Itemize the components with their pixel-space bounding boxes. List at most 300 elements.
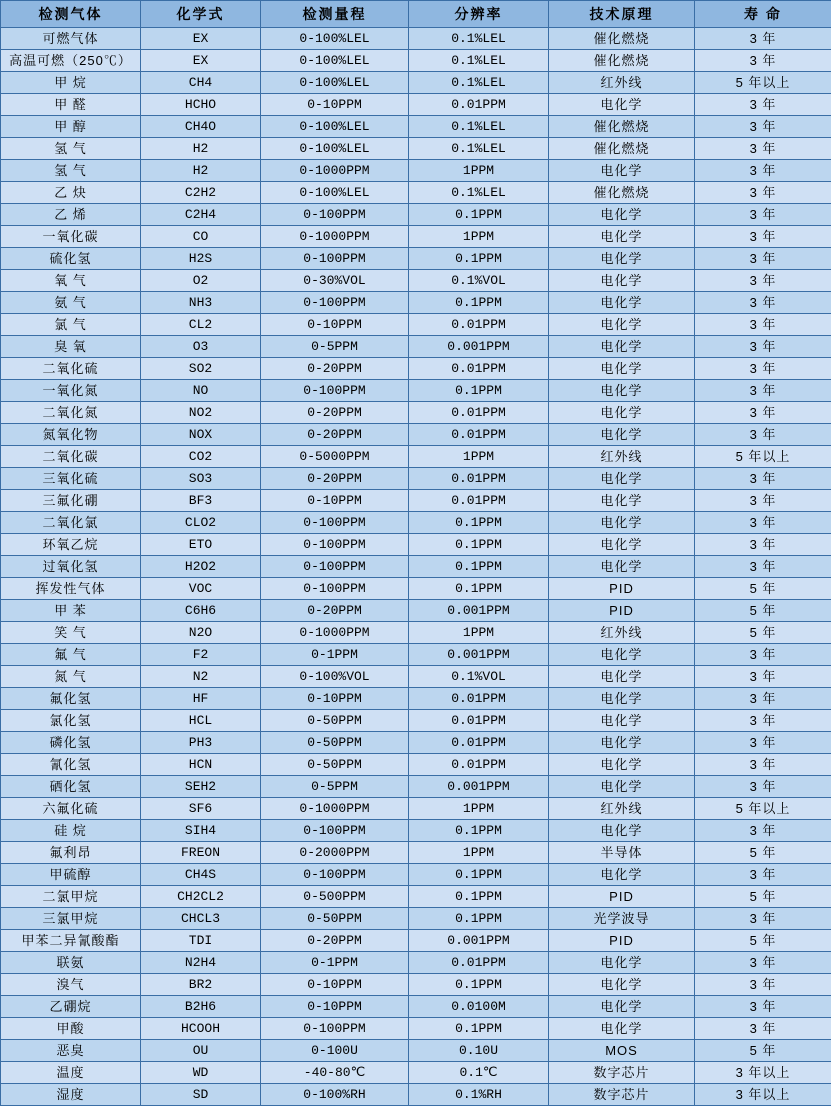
table-cell: 3 年 xyxy=(695,204,831,226)
table-cell: 0-20PPM xyxy=(261,402,409,424)
table-cell: 电化学 xyxy=(549,402,695,424)
table-cell: 二氧化氯 xyxy=(1,512,141,534)
table-cell: 0-500PPM xyxy=(261,886,409,908)
table-cell: 3 年 xyxy=(695,754,831,776)
table-cell: 0.001PPM xyxy=(409,336,549,358)
table-row xyxy=(1,292,831,314)
table-cell: 电化学 xyxy=(549,490,695,512)
table-cell: 六氟化硫 xyxy=(1,798,141,820)
table-cell: 3 年 xyxy=(695,380,831,402)
table-cell: 电化学 xyxy=(549,644,695,666)
table-cell: 1PPM xyxy=(409,160,549,182)
table-cell: 1PPM xyxy=(409,446,549,468)
table-cell: 电化学 xyxy=(549,996,695,1018)
table-row xyxy=(1,1084,831,1106)
table-cell: 0-20PPM xyxy=(261,424,409,446)
table-row xyxy=(1,424,831,446)
table-cell: 三氯甲烷 xyxy=(1,908,141,930)
table-row xyxy=(1,644,831,666)
table-cell: 电化学 xyxy=(549,512,695,534)
table-cell: 3 年 xyxy=(695,776,831,798)
table-cell: C2H4 xyxy=(141,204,261,226)
table-cell: 甲苯二异氰酸酯 xyxy=(1,930,141,952)
table-cell: H2S xyxy=(141,248,261,270)
table-cell: 1PPM xyxy=(409,842,549,864)
table-cell: 二氧化氮 xyxy=(1,402,141,424)
table-row xyxy=(1,446,831,468)
table-cell: 氮 气 xyxy=(1,666,141,688)
table-cell: WD xyxy=(141,1062,261,1084)
table-cell: 1PPM xyxy=(409,226,549,248)
table-cell: VOC xyxy=(141,578,261,600)
table-cell: 电化学 xyxy=(549,820,695,842)
table-cell: 电化学 xyxy=(549,688,695,710)
table-cell: 电化学 xyxy=(549,666,695,688)
table-cell: 0-20PPM xyxy=(261,468,409,490)
table-cell: 3 年以上 xyxy=(695,1062,831,1084)
table-cell: 3 年 xyxy=(695,864,831,886)
table-row xyxy=(1,622,831,644)
table-cell: 0.1PPM xyxy=(409,534,549,556)
table-cell: N2 xyxy=(141,666,261,688)
table-cell: 1PPM xyxy=(409,798,549,820)
table-cell: CO xyxy=(141,226,261,248)
table-cell: 电化学 xyxy=(549,776,695,798)
table-cell: 5 年以上 xyxy=(695,798,831,820)
table-cell: HF xyxy=(141,688,261,710)
table-cell: 数字芯片 xyxy=(549,1084,695,1106)
table-cell: 电化学 xyxy=(549,732,695,754)
table-row xyxy=(1,182,831,204)
table-row xyxy=(1,50,831,72)
table-cell: 电化学 xyxy=(549,974,695,996)
table-cell: 催化燃烧 xyxy=(549,182,695,204)
table-cell: 0-10PPM xyxy=(261,996,409,1018)
table-cell: 甲 醇 xyxy=(1,116,141,138)
table-cell: CH2CL2 xyxy=(141,886,261,908)
table-cell: 0.01PPM xyxy=(409,754,549,776)
table-cell: 氰化氢 xyxy=(1,754,141,776)
table-cell: 3 年 xyxy=(695,94,831,116)
table-cell: 0.1%LEL xyxy=(409,28,549,50)
table-cell: 0.001PPM xyxy=(409,930,549,952)
table-cell: 0-1PPM xyxy=(261,644,409,666)
table-row xyxy=(1,710,831,732)
table-row xyxy=(1,1062,831,1084)
table-cell: 3 年 xyxy=(695,292,831,314)
table-cell: 3 年 xyxy=(695,490,831,512)
table-cell: 氢 气 xyxy=(1,160,141,182)
table-cell: 0.10U xyxy=(409,1040,549,1062)
table-cell: BR2 xyxy=(141,974,261,996)
table-cell: 电化学 xyxy=(549,358,695,380)
table-cell: 0.1%LEL xyxy=(409,50,549,72)
table-cell: 3 年 xyxy=(695,666,831,688)
table-cell: 0-10PPM xyxy=(261,490,409,512)
table-cell: -40-80℃ xyxy=(261,1062,409,1084)
table-cell: 3 年 xyxy=(695,732,831,754)
table-cell: 氯化氢 xyxy=(1,710,141,732)
table-row xyxy=(1,886,831,908)
table-cell: SEH2 xyxy=(141,776,261,798)
table-cell: 一氧化碳 xyxy=(1,226,141,248)
table-cell: 臭 氧 xyxy=(1,336,141,358)
table-row xyxy=(1,776,831,798)
table-row xyxy=(1,226,831,248)
table-row xyxy=(1,666,831,688)
table-cell: 3 年 xyxy=(695,974,831,996)
table-cell: 催化燃烧 xyxy=(549,50,695,72)
table-cell: 甲硫醇 xyxy=(1,864,141,886)
table-cell: 催化燃烧 xyxy=(549,138,695,160)
table-row xyxy=(1,402,831,424)
table-cell: 乙硼烷 xyxy=(1,996,141,1018)
table-cell: 3 年 xyxy=(695,160,831,182)
table-cell: 0-100PPM xyxy=(261,556,409,578)
table-cell: 3 年 xyxy=(695,336,831,358)
table-cell: 数字芯片 xyxy=(549,1062,695,1084)
table-cell: 电化学 xyxy=(549,226,695,248)
table-cell: 电化学 xyxy=(549,94,695,116)
table-cell: 0-20PPM xyxy=(261,600,409,622)
table-cell: 0.1PPM xyxy=(409,908,549,930)
table-cell: 0-100PPM xyxy=(261,380,409,402)
table-cell: 红外线 xyxy=(549,798,695,820)
table-cell: 0-100%RH xyxy=(261,1084,409,1106)
table-cell: 0.01PPM xyxy=(409,314,549,336)
table-cell: 0.1%VOL xyxy=(409,270,549,292)
table-row xyxy=(1,974,831,996)
table-cell: 电化学 xyxy=(549,556,695,578)
table-cell: H2O2 xyxy=(141,556,261,578)
table-cell: HCN xyxy=(141,754,261,776)
table-cell: 0-100PPM xyxy=(261,820,409,842)
table-cell: 0-100%LEL xyxy=(261,116,409,138)
table-cell: 0.01PPM xyxy=(409,424,549,446)
table-cell: 乙 烯 xyxy=(1,204,141,226)
table-cell: SIH4 xyxy=(141,820,261,842)
table-row xyxy=(1,534,831,556)
table-cell: 5 年 xyxy=(695,622,831,644)
table-cell: 0-1000PPM xyxy=(261,798,409,820)
table-cell: 0-1000PPM xyxy=(261,160,409,182)
table-cell: 0-1000PPM xyxy=(261,622,409,644)
table-cell: 3 年 xyxy=(695,358,831,380)
table-cell: 甲酸 xyxy=(1,1018,141,1040)
table-cell: CH4 xyxy=(141,72,261,94)
table-cell: ETO xyxy=(141,534,261,556)
table-cell: OU xyxy=(141,1040,261,1062)
table-cell: 3 年 xyxy=(695,314,831,336)
table-cell: 催化燃烧 xyxy=(549,116,695,138)
table-cell: 过氧化氢 xyxy=(1,556,141,578)
table-cell: 3 年 xyxy=(695,908,831,930)
table-cell: 0.1PPM xyxy=(409,204,549,226)
table-cell: 氟 气 xyxy=(1,644,141,666)
table-cell: 3 年 xyxy=(695,688,831,710)
table-cell: 0.1PPM xyxy=(409,864,549,886)
table-cell: 可燃气体 xyxy=(1,28,141,50)
table-cell: 电化学 xyxy=(549,204,695,226)
table-cell: 0-100PPM xyxy=(261,864,409,886)
table-cell: 0.1%LEL xyxy=(409,72,549,94)
table-cell: 3 年 xyxy=(695,710,831,732)
table-cell: 0.1℃ xyxy=(409,1062,549,1084)
table-cell: HCL xyxy=(141,710,261,732)
table-cell: 5 年以上 xyxy=(695,72,831,94)
table-row xyxy=(1,138,831,160)
table-cell: 5 年 xyxy=(695,886,831,908)
table-cell: 0.1%LEL xyxy=(409,182,549,204)
table-cell: NO xyxy=(141,380,261,402)
table-cell: 3 年 xyxy=(695,644,831,666)
table-cell: 0-100%LEL xyxy=(261,50,409,72)
table-cell: 0-100PPM xyxy=(261,578,409,600)
table-cell: 0.1PPM xyxy=(409,292,549,314)
table-cell: 0.1PPM xyxy=(409,886,549,908)
table-cell: 0-10PPM xyxy=(261,974,409,996)
table-cell: 0-100PPM xyxy=(261,204,409,226)
table-row xyxy=(1,842,831,864)
table-row xyxy=(1,1018,831,1040)
table-cell: 电化学 xyxy=(549,160,695,182)
table-cell: 电化学 xyxy=(549,468,695,490)
table-cell: SO2 xyxy=(141,358,261,380)
table-row xyxy=(1,798,831,820)
table-row xyxy=(1,160,831,182)
table-cell: PID xyxy=(549,578,695,600)
table-cell: 湿度 xyxy=(1,1084,141,1106)
table-cell: 催化燃烧 xyxy=(549,28,695,50)
table-row xyxy=(1,688,831,710)
table-cell: 3 年 xyxy=(695,512,831,534)
table-cell: 0.1%RH xyxy=(409,1084,549,1106)
table-cell: 笑 气 xyxy=(1,622,141,644)
table-cell: C2H2 xyxy=(141,182,261,204)
table-row xyxy=(1,314,831,336)
table-cell: CL2 xyxy=(141,314,261,336)
table-cell: 电化学 xyxy=(549,270,695,292)
table-cell: 0.1PPM xyxy=(409,556,549,578)
table-row xyxy=(1,996,831,1018)
table-cell: 3 年 xyxy=(695,556,831,578)
table-cell: 电化学 xyxy=(549,292,695,314)
table-cell: PID xyxy=(549,886,695,908)
table-cell: 0-10PPM xyxy=(261,94,409,116)
table-cell: CH4O xyxy=(141,116,261,138)
table-cell: 5 年 xyxy=(695,1040,831,1062)
table-cell: PH3 xyxy=(141,732,261,754)
table-cell: 0.1%LEL xyxy=(409,138,549,160)
table-cell: 0.1%LEL xyxy=(409,116,549,138)
table-cell: 0-50PPM xyxy=(261,754,409,776)
table-cell: 硫化氢 xyxy=(1,248,141,270)
table-cell: 0.01PPM xyxy=(409,490,549,512)
table-cell: 一氧化氮 xyxy=(1,380,141,402)
table-cell: 0-100PPM xyxy=(261,1018,409,1040)
table-cell: 5 年 xyxy=(695,578,831,600)
table-cell: F2 xyxy=(141,644,261,666)
table-cell: 5 年 xyxy=(695,930,831,952)
table-cell: 半导体 xyxy=(549,842,695,864)
table-cell: 三氧化硫 xyxy=(1,468,141,490)
table-cell: 0-100%LEL xyxy=(261,182,409,204)
table-cell: 0.1PPM xyxy=(409,380,549,402)
table-row xyxy=(1,1040,831,1062)
table-cell: 0.1PPM xyxy=(409,512,549,534)
table-row xyxy=(1,94,831,116)
table-row xyxy=(1,908,831,930)
table-cell: 高温可燃（250℃） xyxy=(1,50,141,72)
table-cell: 电化学 xyxy=(549,710,695,732)
table-cell: 氨 气 xyxy=(1,292,141,314)
table-cell: 0-100%LEL xyxy=(261,138,409,160)
column-header-resolution: 分辨率 xyxy=(409,1,549,28)
table-cell: 电化学 xyxy=(549,534,695,556)
table-cell: MOS xyxy=(549,1040,695,1062)
table-cell: 0-10PPM xyxy=(261,314,409,336)
table-row xyxy=(1,248,831,270)
table-cell: CO2 xyxy=(141,446,261,468)
table-cell: 光学波导 xyxy=(549,908,695,930)
table-cell: 3 年 xyxy=(695,270,831,292)
table-cell: 温度 xyxy=(1,1062,141,1084)
table-row xyxy=(1,380,831,402)
column-header-gas: 检测气体 xyxy=(1,1,141,28)
table-cell: 硅 烷 xyxy=(1,820,141,842)
table-cell: NO2 xyxy=(141,402,261,424)
table-cell: 0-50PPM xyxy=(261,908,409,930)
table-cell: 红外线 xyxy=(549,622,695,644)
table-row xyxy=(1,754,831,776)
table-cell: B2H6 xyxy=(141,996,261,1018)
table-cell: 0-30%VOL xyxy=(261,270,409,292)
table-cell: 3 年 xyxy=(695,138,831,160)
table-cell: 电化学 xyxy=(549,314,695,336)
table-cell: 0-1PPM xyxy=(261,952,409,974)
column-header-range: 检测量程 xyxy=(261,1,409,28)
table-cell: 3 年 xyxy=(695,996,831,1018)
table-cell: 0.01PPM xyxy=(409,358,549,380)
table-row xyxy=(1,468,831,490)
table-cell: PID xyxy=(549,930,695,952)
table-cell: 氟利昂 xyxy=(1,842,141,864)
table-cell: 0.01PPM xyxy=(409,952,549,974)
table-header-row xyxy=(1,1,831,28)
table-cell: 0.0100M xyxy=(409,996,549,1018)
table-cell: 0-5000PPM xyxy=(261,446,409,468)
table-cell: 3 年 xyxy=(695,116,831,138)
table-cell: O3 xyxy=(141,336,261,358)
table-cell: 乙 炔 xyxy=(1,182,141,204)
table-cell: 红外线 xyxy=(549,446,695,468)
table-cell: 5 年以上 xyxy=(695,446,831,468)
table-cell: N2O xyxy=(141,622,261,644)
table-cell: 3 年 xyxy=(695,248,831,270)
table-cell: 0.01PPM xyxy=(409,732,549,754)
table-cell: 0.1PPM xyxy=(409,1018,549,1040)
table-cell: 0.1%VOL xyxy=(409,666,549,688)
table-cell: EX xyxy=(141,50,261,72)
table-cell: BF3 xyxy=(141,490,261,512)
table-cell: O2 xyxy=(141,270,261,292)
table-row xyxy=(1,820,831,842)
table-cell: 红外线 xyxy=(549,72,695,94)
table-cell: SD xyxy=(141,1084,261,1106)
table-cell: 0.1PPM xyxy=(409,248,549,270)
table-row xyxy=(1,358,831,380)
table-row xyxy=(1,864,831,886)
table-cell: 0.001PPM xyxy=(409,776,549,798)
table-cell: 电化学 xyxy=(549,864,695,886)
table-cell: 环氧乙烷 xyxy=(1,534,141,556)
table-cell: 恶臭 xyxy=(1,1040,141,1062)
table-cell: 0.01PPM xyxy=(409,688,549,710)
table-cell: NH3 xyxy=(141,292,261,314)
table-cell: 0-5PPM xyxy=(261,776,409,798)
table-cell: 0-10PPM xyxy=(261,688,409,710)
table-row xyxy=(1,732,831,754)
table-cell: 二氯甲烷 xyxy=(1,886,141,908)
table-cell: 0-100%LEL xyxy=(261,28,409,50)
table-cell: 0-50PPM xyxy=(261,710,409,732)
table-cell: TDI xyxy=(141,930,261,952)
table-cell: 3 年 xyxy=(695,50,831,72)
table-cell: PID xyxy=(549,600,695,622)
table-cell: 0-100U xyxy=(261,1040,409,1062)
table-cell: 3 年 xyxy=(695,424,831,446)
table-cell: 磷化氢 xyxy=(1,732,141,754)
table-cell: 1PPM xyxy=(409,622,549,644)
table-cell: 0.01PPM xyxy=(409,468,549,490)
table-cell: 电化学 xyxy=(549,1018,695,1040)
table-cell: 3 年 xyxy=(695,1018,831,1040)
table-cell: 0.1PPM xyxy=(409,820,549,842)
table-cell: 甲 苯 xyxy=(1,600,141,622)
table-cell: 0-100%LEL xyxy=(261,72,409,94)
table-row xyxy=(1,512,831,534)
table-cell: 电化学 xyxy=(549,336,695,358)
table-cell: 0-100PPM xyxy=(261,512,409,534)
table-cell: FREON xyxy=(141,842,261,864)
column-header-formula: 化学式 xyxy=(141,1,261,28)
table-cell: 甲 醛 xyxy=(1,94,141,116)
column-header-principle: 技术原理 xyxy=(549,1,695,28)
table-cell: 3 年 xyxy=(695,28,831,50)
table-cell: 电化学 xyxy=(549,424,695,446)
table-cell: C6H6 xyxy=(141,600,261,622)
table-cell: HCOOH xyxy=(141,1018,261,1040)
table-cell: 氟化氢 xyxy=(1,688,141,710)
table-row xyxy=(1,556,831,578)
table-cell: 联氨 xyxy=(1,952,141,974)
table-cell: 氮氧化物 xyxy=(1,424,141,446)
table-row xyxy=(1,72,831,94)
table-cell: 0.1PPM xyxy=(409,974,549,996)
table-cell: SO3 xyxy=(141,468,261,490)
column-header-lifetime: 寿 命 xyxy=(695,1,831,28)
table-cell: 0.01PPM xyxy=(409,94,549,116)
table-cell: 电化学 xyxy=(549,754,695,776)
table-cell: 氧 气 xyxy=(1,270,141,292)
table-cell: H2 xyxy=(141,160,261,182)
table-body xyxy=(1,28,831,1106)
table-cell: 5 年 xyxy=(695,600,831,622)
table-cell: 0-100%VOL xyxy=(261,666,409,688)
table-row xyxy=(1,204,831,226)
table-cell: 电化学 xyxy=(549,952,695,974)
table-cell: CH4S xyxy=(141,864,261,886)
